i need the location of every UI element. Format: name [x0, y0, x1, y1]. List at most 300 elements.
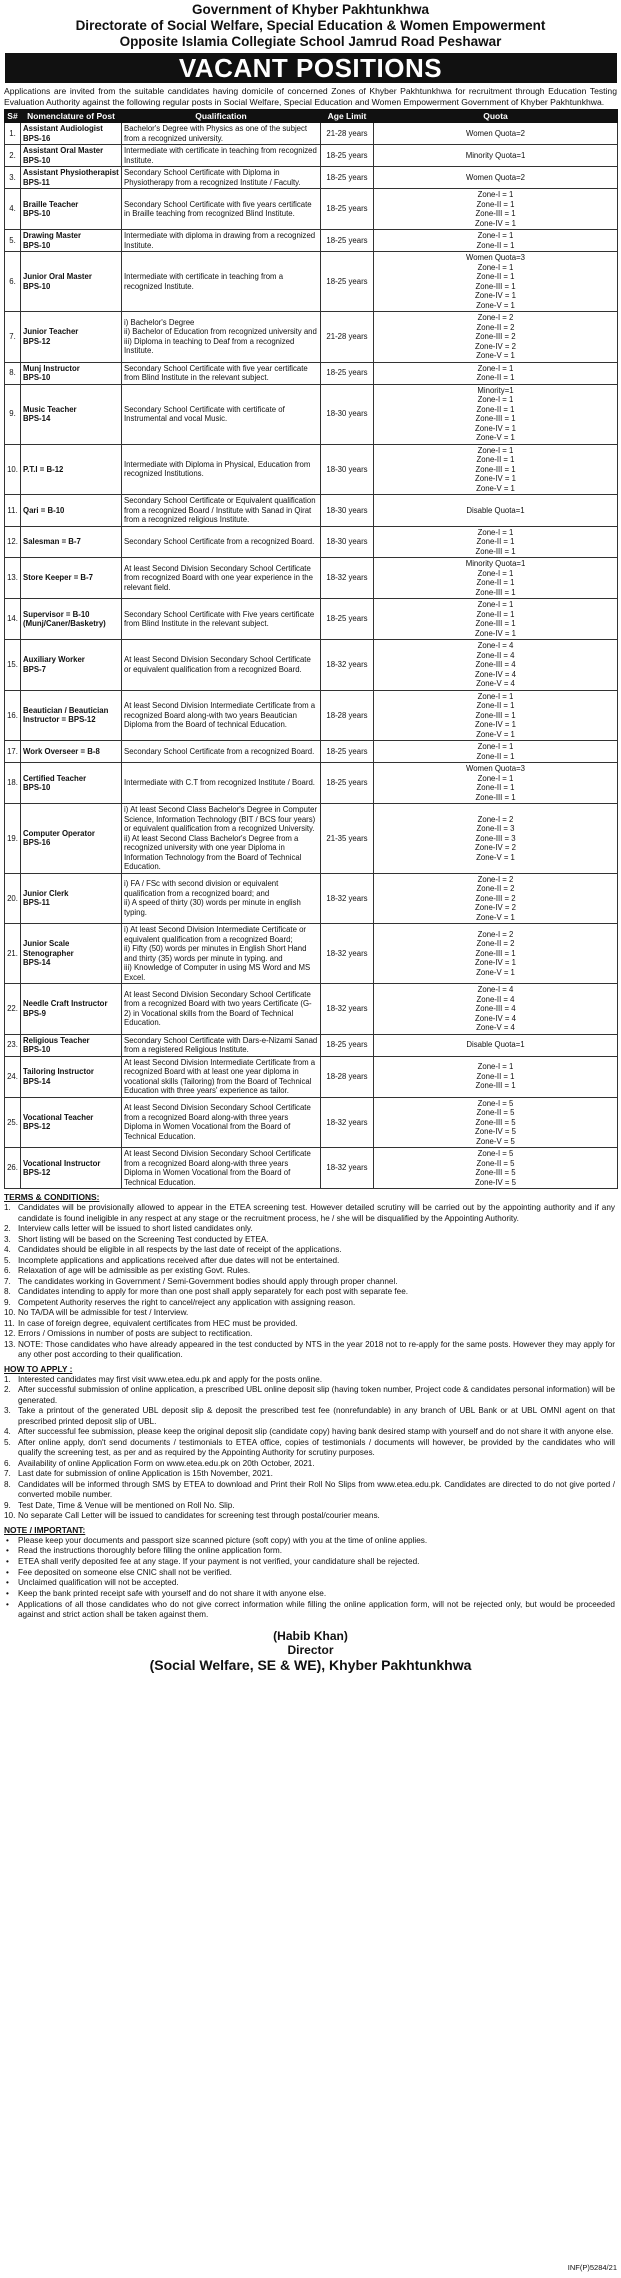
- quota-line: Zone-II = 1: [476, 1071, 515, 1081]
- row-quota: [374, 526, 618, 558]
- quota-line: Zone-II = 5: [476, 1158, 515, 1168]
- quota-line: Zone-I = 1: [477, 395, 514, 405]
- post-bps: BPS-12: [23, 336, 51, 346]
- quota-line: Zone-II = 2: [476, 884, 515, 894]
- qualification-line: Intermediate with C.T from recognized Institute / Board.: [124, 778, 315, 788]
- quota-line: Zone-III = 1: [475, 948, 516, 958]
- row-age: 18-28 years: [321, 690, 374, 741]
- row-post: [21, 526, 122, 558]
- table-row: [5, 599, 618, 640]
- quota-line: Zone-V = 1: [476, 483, 515, 493]
- qualification-line: ii) At least Second Class Bachelor's Degree from a recognized university with one year Diploma in Information Technology from the Board of Technical Education.: [124, 833, 302, 872]
- howto-text: After successful submission of online application, a prescribed UBL online deposit slip (having token number, Project code & candidates personal information) will be generated.: [18, 1385, 615, 1405]
- terms-text: No TA/DA will be admissible for test / Interview.: [18, 1308, 189, 1318]
- quota-line: Zone-II = 3: [476, 824, 515, 834]
- quota-line: Zone-IV = 1: [475, 720, 516, 730]
- row-qualification: [122, 123, 321, 145]
- post-name: Work Overseer = B-8: [23, 746, 100, 756]
- quota-line: Zone-IV = 4: [475, 1013, 516, 1023]
- howto-text: Interested candidates may first visit www.etea.edu.pk and apply for the posts online.: [18, 1374, 323, 1384]
- quota-line: Zone-I = 4: [477, 641, 514, 651]
- post-bps: BPS-10: [23, 373, 51, 383]
- post-name: Braille Teacher: [23, 199, 79, 209]
- row-quota: [374, 599, 618, 640]
- howto-item: [4, 1438, 615, 1459]
- howto-item: [4, 1501, 615, 1512]
- quota-line: Minority=1: [477, 385, 514, 395]
- row-post: [21, 384, 122, 444]
- row-qualification: [122, 599, 321, 640]
- qualification-line: Intermediate with diploma in drawing from a recognized Institute.: [124, 231, 316, 250]
- terms-item: [4, 1203, 615, 1224]
- quota-line: Zone-I = 1: [477, 691, 514, 701]
- post-bps: BPS-12: [23, 1168, 51, 1178]
- qualification-line: Intermediate with Diploma in Physical, Education from recognized Institutions.: [124, 459, 311, 479]
- post-bps: BPS-10: [23, 209, 51, 219]
- terms-item: [4, 1224, 615, 1235]
- row-post: [21, 924, 122, 984]
- qualification-line: ii) A speed of thirty (30) words per minute in english typing.: [124, 898, 301, 917]
- terms-item: [4, 1235, 615, 1246]
- row-sno: 23.: [5, 1034, 21, 1056]
- row-quota: [374, 384, 618, 444]
- table-row: [5, 690, 618, 741]
- qualification-line: At least Second Division Intermediate Certificate from a recognized Board with at least one year diploma in vocational skills (Tailoring) from the Board of Technical Education with three years' experience as tailor.: [124, 1057, 316, 1096]
- qualification-line: At least Second Division Secondary School Certificate from a recognized Board along-with three years Diploma in Women Vocational from the Board of Technical Education.: [124, 1103, 311, 1141]
- row-qualification: [122, 984, 321, 1035]
- row-age: 18-32 years: [321, 873, 374, 924]
- quota-line: Zone-IV = 1: [475, 218, 516, 228]
- terms-item: [4, 1266, 615, 1277]
- notes-text: Read the instructions thoroughly before filling the online application form.: [18, 1546, 282, 1556]
- post-name: Qari = B-10: [23, 505, 65, 515]
- notes-text: Unclaimed qualification will not be accepted.: [18, 1578, 179, 1588]
- item-number: 2.: [4, 1224, 11, 1234]
- quota-line: Zone-II = 1: [476, 751, 515, 761]
- quota-line: Zone-IV = 4: [475, 669, 516, 679]
- row-age: 18-25 years: [321, 230, 374, 252]
- bullet-icon: •: [6, 1599, 9, 1609]
- quota-line: Zone-I = 1: [477, 600, 514, 610]
- quota-line: Zone-I = 2: [477, 929, 514, 939]
- row-age: 18-32 years: [321, 924, 374, 984]
- terms-list: [4, 1203, 615, 1361]
- table-header-row: [5, 110, 618, 123]
- terms-item: [4, 1245, 615, 1256]
- table-row: [5, 1056, 618, 1097]
- howto-text: After successful fee submission, please keep the original deposit slip (candidate copy) having bank desired stamp with yourself and do not share it with anyone else.: [18, 1427, 614, 1437]
- row-age: 18-32 years: [321, 1148, 374, 1189]
- qualification-line: iii) Knowledge of Computer in using MS Word and MS Excel.: [124, 963, 311, 982]
- row-post: [21, 690, 122, 741]
- row-age: 18-32 years: [321, 1097, 374, 1148]
- post-bps: BPS-11: [23, 898, 50, 908]
- item-number: 13.: [4, 1339, 16, 1349]
- qualification-line: Secondary School Certificate from a recognized Board.: [124, 746, 315, 756]
- qualification-line: Bachelor's Degree with Physics as one of the subject from a recognized university.: [124, 124, 308, 143]
- row-age: 18-25 years: [321, 362, 374, 384]
- row-quota: [374, 924, 618, 984]
- signatory-department: (Social Welfare, SE & WE), Khyber Pakhtunkhwa: [149, 1656, 472, 1673]
- qualification-line: At least Second Division Secondary School Certificate or equivalent qualification from a recognized Board.: [124, 655, 311, 674]
- item-number: 10.: [4, 1308, 16, 1318]
- row-quota: [374, 1034, 618, 1056]
- qualification-line: Secondary School Certificate with Dars-e-Nizami Sanad from a registered Religious Institute.: [124, 1035, 318, 1055]
- terms-text: In case of foreign degree, equivalent certificates from HEC must be provided.: [18, 1318, 298, 1328]
- notes-item: [4, 1568, 615, 1579]
- header-quota: Quota: [374, 110, 618, 123]
- table-row: [5, 495, 618, 527]
- post-name: Certified Teacher: [23, 773, 87, 783]
- row-quota: [374, 230, 618, 252]
- quota-line: Zone-IV = 2: [475, 341, 516, 351]
- qualification-line: i) Bachelor's Degree: [124, 317, 195, 327]
- table-row: [5, 763, 618, 804]
- item-number: 7.: [4, 1469, 11, 1479]
- terms-text: Incomplete applications and applications received after due dates will not be entertained.: [18, 1255, 340, 1265]
- row-sno: 17.: [5, 741, 21, 763]
- qualification-line: Secondary School Certificate with five years certificate in Braille teaching from recognized Blind Institute.: [124, 199, 312, 219]
- post-bps: BPS-10: [23, 783, 51, 793]
- address: Opposite Islamia Collegiate School Jamrud Road Peshawar: [119, 33, 502, 49]
- terms-item: [4, 1298, 615, 1309]
- row-quota: [374, 984, 618, 1035]
- quota-line: Zone-I = 1: [477, 568, 514, 578]
- quota-line: Zone-I = 1: [477, 773, 514, 783]
- row-quota: [374, 690, 618, 741]
- row-age: 18-30 years: [321, 526, 374, 558]
- row-post: [21, 558, 122, 599]
- item-number: 1.: [4, 1203, 11, 1213]
- qualification-line: Secondary School Certificate or Equivalent qualification from a recognized Board / Institute with Sanad in Qirat from a recognized religious Institute.: [124, 496, 316, 525]
- item-number: 10.: [4, 1511, 16, 1521]
- row-post: [21, 1056, 122, 1097]
- inf-reference: INF(P)5284/21: [567, 2263, 617, 2272]
- row-age: 18-32 years: [321, 558, 374, 599]
- quota-line: Disable Quota=1: [466, 1040, 525, 1050]
- item-number: 7.: [4, 1276, 11, 1286]
- terms-title: TERMS & CONDITIONS:: [4, 1192, 100, 1203]
- notes-item: [4, 1546, 615, 1557]
- post-bps: BPS-14: [23, 958, 51, 968]
- howto-text: After online apply, don't send documents / testimonials to ETEA office, copies of testimonials / documents will however, be provided by the candidates who will qualify the screening test, as per and as required by the Appointing Authority for scrutiny purposes.: [18, 1437, 615, 1458]
- post-name: Junior Clerk: [23, 888, 69, 898]
- row-sno: 19.: [5, 804, 21, 874]
- terms-text: Errors / Omissions in number of posts are subject to rectification.: [18, 1329, 253, 1339]
- quota-line: Zone-II = 1: [476, 537, 515, 547]
- row-age: 18-25 years: [321, 741, 374, 763]
- vacant-positions-banner: VACANT POSITIONS: [5, 53, 617, 83]
- row-age: 18-25 years: [321, 599, 374, 640]
- row-qualification: [122, 230, 321, 252]
- row-qualification: [122, 312, 321, 363]
- row-sno: 9.: [5, 384, 21, 444]
- notes-text: Applications of all those candidates who do not give correct information while filling the online application form, will not be rejected only, but would be proceeded against and strict action shall be taken against them.: [18, 1599, 615, 1620]
- row-qualification: [122, 1148, 321, 1189]
- row-post: [21, 312, 122, 363]
- header: [0, 0, 621, 50]
- row-sno: 12.: [5, 526, 21, 558]
- notes-text: ETEA shall verify deposited fee at any stage. If your payment is not verified, your candidature shall be rejected.: [18, 1557, 420, 1567]
- quota-line: Zone-V = 1: [476, 300, 515, 310]
- post-name: Beautician / Beautician Instructor = BPS-12: [23, 705, 109, 725]
- row-post: [21, 189, 122, 230]
- table-row: [5, 312, 618, 363]
- qualification-line: At least Second Division Secondary School Certificate from a recognized Board along-with three years Diploma in Women Vocational from the Board of Technical Education.: [124, 1149, 311, 1187]
- qualification-line: Secondary School Certificate from a recognized Board.: [124, 537, 315, 547]
- bullet-icon: •: [6, 1589, 9, 1599]
- signatory-designation: Director: [287, 1642, 334, 1657]
- row-quota: [374, 495, 618, 527]
- notes-title: NOTE / IMPORTANT:: [4, 1524, 86, 1535]
- signature-block: [0, 1629, 621, 1673]
- howto-item: [4, 1406, 615, 1427]
- post-bps: BPS-16: [23, 838, 51, 848]
- table-row: [5, 526, 618, 558]
- post-bps: BPS-12: [23, 1122, 51, 1132]
- bullet-icon: •: [6, 1535, 9, 1545]
- quota-line: Zone-V = 5: [476, 1136, 515, 1146]
- howto-text: No separate Call Letter will be issued to candidates for screening test through postal/courier means.: [18, 1511, 380, 1521]
- quota-line: Zone-V = 1: [476, 433, 515, 443]
- row-qualification: [122, 558, 321, 599]
- post-name: Religious Teacher: [23, 1035, 90, 1045]
- quota-line: Zone-III = 1: [475, 792, 516, 802]
- quota-line: Zone-II = 1: [476, 783, 515, 793]
- quota-line: Zone-II = 1: [476, 609, 515, 619]
- terms-text: NOTE: Those candidates who have already appeared in the test conducted by NTS in the year 2018 not to re-apply for the same posts. However they may apply for any other post according to their qualification.: [18, 1339, 615, 1360]
- row-qualification: [122, 763, 321, 804]
- post-name: Computer Operator: [23, 828, 95, 838]
- post-name: Tailoring Instructor: [23, 1067, 94, 1077]
- post-name: Assistant Audiologist: [23, 124, 103, 134]
- row-sno: 6.: [5, 252, 21, 312]
- row-qualification: [122, 924, 321, 984]
- table-row: [5, 1148, 618, 1189]
- quota-line: Zone-I = 1: [477, 445, 514, 455]
- table-row: [5, 230, 618, 252]
- item-number: 9.: [4, 1297, 11, 1307]
- item-number: 9.: [4, 1500, 11, 1510]
- qualification-line: i) FA / FSc with second division or equivalent qualification from a recognized board; and: [124, 879, 279, 898]
- row-quota: [374, 741, 618, 763]
- howto-item: [4, 1375, 615, 1386]
- howto-item: [4, 1427, 615, 1438]
- table-row: [5, 189, 618, 230]
- post-bps: BPS-11: [23, 177, 50, 187]
- quota-line: Zone-III = 1: [475, 464, 516, 474]
- post-name: Assistant Physiotherapist: [23, 168, 119, 178]
- quota-line: Zone-III = 1: [475, 209, 516, 219]
- row-post: [21, 804, 122, 874]
- quota-line: Zone-V = 1: [476, 729, 515, 739]
- notes-list: [4, 1536, 615, 1621]
- quota-line: Zone-I = 2: [477, 814, 514, 824]
- row-age: 18-25 years: [321, 189, 374, 230]
- post-bps: BPS-10: [23, 1045, 51, 1055]
- notes-item: [4, 1536, 615, 1547]
- terms-item: [4, 1319, 615, 1330]
- quota-line: Zone-IV = 5: [475, 1177, 516, 1187]
- row-sno: 25.: [5, 1097, 21, 1148]
- quota-line: Zone-I = 1: [477, 742, 514, 752]
- signatory-name: (Habib Khan): [273, 1628, 348, 1643]
- howto-text: Test Date, Time & Venue will be mentioned on Roll No. Slip.: [18, 1500, 235, 1510]
- row-sno: 14.: [5, 599, 21, 640]
- bullet-icon: •: [6, 1557, 9, 1567]
- howto-text: Candidates will be informed through SMS by ETEA to download and Print their Roll No Slips from www.etea.edu.pk. Candidates are directed to do not give ported / converted mobile number.: [18, 1479, 615, 1500]
- quota-line: Zone-IV = 2: [475, 843, 516, 853]
- directorate-title: Directorate of Social Welfare, Special Education & Women Empowerment: [75, 17, 546, 33]
- row-quota: [374, 1148, 618, 1189]
- quota-line: Zone-I = 1: [477, 527, 514, 537]
- quota-line: Zone-IV = 2: [475, 903, 516, 913]
- row-quota: [374, 1056, 618, 1097]
- header-qualification: Qualification: [122, 110, 321, 123]
- row-age: 18-28 years: [321, 1056, 374, 1097]
- quota-line: Zone-I = 1: [477, 262, 514, 272]
- quota-line: Zone-II = 1: [476, 455, 515, 465]
- bullet-icon: •: [6, 1567, 9, 1577]
- row-quota: [374, 763, 618, 804]
- quota-line: Zone-V = 1: [476, 351, 515, 361]
- qualification-line: ii) Bachelor of Education from recognized university and: [124, 327, 317, 337]
- row-post: [21, 1097, 122, 1148]
- bullet-icon: •: [6, 1578, 9, 1588]
- row-sno: 26.: [5, 1148, 21, 1189]
- row-post: [21, 444, 122, 495]
- terms-text: Candidates will be provisionally allowed to appear in the ETEA screening test. However detailed scrutiny will be carried out by the appointing authority and if any candidate is found ineligible in any respect at any stage or the recruitment process, he / she will be disqualified by the Appointing Authority.: [18, 1203, 615, 1223]
- howto-item: [4, 1459, 615, 1470]
- row-quota: [374, 558, 618, 599]
- header-age: Age Limit: [321, 110, 374, 123]
- row-qualification: [122, 526, 321, 558]
- notes-text: Keep the bank printed receipt safe with yourself and do not share it with anyone else.: [18, 1589, 327, 1599]
- row-sno: 22.: [5, 984, 21, 1035]
- item-number: 11.: [4, 1318, 15, 1328]
- terms-text: Interview calls letter will be issued to short listed candidates only.: [18, 1224, 253, 1234]
- quota-line: Zone-V = 1: [476, 852, 515, 862]
- terms-text: Short listing will be based on the Screening Test conducted by ETEA.: [18, 1234, 269, 1244]
- row-quota: [374, 362, 618, 384]
- quota-line: Zone-III = 1: [475, 1081, 516, 1091]
- row-quota: [374, 640, 618, 691]
- post-bps: BPS-14: [23, 1076, 51, 1086]
- row-post: [21, 167, 122, 189]
- item-number: 2.: [4, 1385, 11, 1395]
- howto-item: [4, 1385, 615, 1406]
- table-row: [5, 145, 618, 167]
- post-name: Vocational Teacher: [23, 1112, 94, 1122]
- row-post: [21, 741, 122, 763]
- table-row: [5, 558, 618, 599]
- quota-line: Zone-II = 1: [476, 240, 515, 250]
- row-qualification: [122, 1097, 321, 1148]
- table-row: [5, 362, 618, 384]
- row-age: 21-35 years: [321, 804, 374, 874]
- row-sno: 2.: [5, 145, 21, 167]
- quota-line: Zone-III = 3: [475, 833, 516, 843]
- row-quota: [374, 312, 618, 363]
- quota-line: Zone-III = 4: [475, 1004, 516, 1014]
- qualification-line: Secondary School Certificate with Diploma in Physiotherapy from a recognized Institute / Faculty.: [124, 168, 301, 187]
- bullet-icon: •: [6, 1546, 9, 1556]
- quota-line: Zone-V = 4: [476, 679, 515, 689]
- row-sno: 5.: [5, 230, 21, 252]
- terms-item: [4, 1340, 615, 1361]
- post-name: Assistant Oral Master: [23, 146, 104, 156]
- row-sno: 1.: [5, 123, 21, 145]
- row-age: 18-30 years: [321, 444, 374, 495]
- qualification-line: i) At least Second Division Intermediate Certificate or equivalent qualification from a recognized Board;: [124, 925, 307, 944]
- terms-text: Candidates intending to apply for more than one post shall apply separately for each post with separate fee.: [18, 1287, 409, 1297]
- table-row: [5, 384, 618, 444]
- row-age: 18-25 years: [321, 167, 374, 189]
- row-qualification: [122, 741, 321, 763]
- item-number: 12.: [4, 1329, 16, 1339]
- post-name: Junior Scale Stenographer: [23, 939, 74, 958]
- row-quota: [374, 252, 618, 312]
- quota-line: Women Quota=2: [465, 172, 526, 182]
- howto-item: [4, 1511, 615, 1522]
- table-row: [5, 1034, 618, 1056]
- header-sno: S#: [5, 110, 21, 123]
- quota-line: Women Quota=3: [465, 764, 526, 774]
- quota-line: Zone-III = 1: [475, 546, 516, 556]
- quota-line: Zone-I = 4: [477, 985, 514, 995]
- quota-line: Zone-III = 1: [475, 414, 516, 424]
- quota-line: Women Quota=3: [465, 253, 526, 263]
- quota-line: Zone-III = 2: [475, 332, 516, 342]
- quota-line: Zone-III = 5: [475, 1117, 516, 1127]
- quota-line: Zone-II = 1: [476, 272, 515, 282]
- terms-text: Relaxation of age will be admissible as per existing Govt. Rules.: [18, 1266, 251, 1276]
- govt-title: Government of Khyber Pakhtunkhwa: [191, 2, 430, 17]
- howto-item: [4, 1480, 615, 1501]
- row-post: [21, 599, 122, 640]
- howto-list: [4, 1375, 615, 1522]
- row-quota: [374, 167, 618, 189]
- row-qualification: [122, 804, 321, 874]
- quota-line: Zone-IV = 1: [475, 628, 516, 638]
- post-name: Needle Craft Instructor: [23, 999, 108, 1009]
- row-sno: 21.: [5, 924, 21, 984]
- quota-line: Zone-III = 1: [475, 281, 516, 291]
- row-age: 18-25 years: [321, 252, 374, 312]
- item-number: 4.: [4, 1427, 11, 1437]
- post-name: Junior Oral Master: [23, 272, 92, 282]
- row-sno: 15.: [5, 640, 21, 691]
- quota-line: Zone-II = 1: [476, 404, 515, 414]
- row-post: [21, 252, 122, 312]
- row-post: [21, 1034, 122, 1056]
- post-name: Vocational Instructor: [23, 1158, 101, 1168]
- row-post: [21, 495, 122, 527]
- row-qualification: [122, 145, 321, 167]
- row-age: 18-32 years: [321, 984, 374, 1035]
- quota-line: Minority Quota=1: [465, 150, 526, 160]
- qualification-line: Intermediate with certificate in teaching from a recognized Institute.: [124, 272, 284, 291]
- quota-line: Minority Quota=1: [465, 559, 526, 569]
- quota-line: Zone-I = 1: [477, 363, 514, 373]
- quota-line: Zone-V = 1: [476, 912, 515, 922]
- quota-line: Zone-V = 1: [476, 967, 515, 977]
- row-qualification: [122, 495, 321, 527]
- row-sno: 11.: [5, 495, 21, 527]
- item-number: 1.: [4, 1374, 11, 1384]
- item-number: 5.: [4, 1255, 11, 1265]
- item-number: 3.: [4, 1406, 11, 1416]
